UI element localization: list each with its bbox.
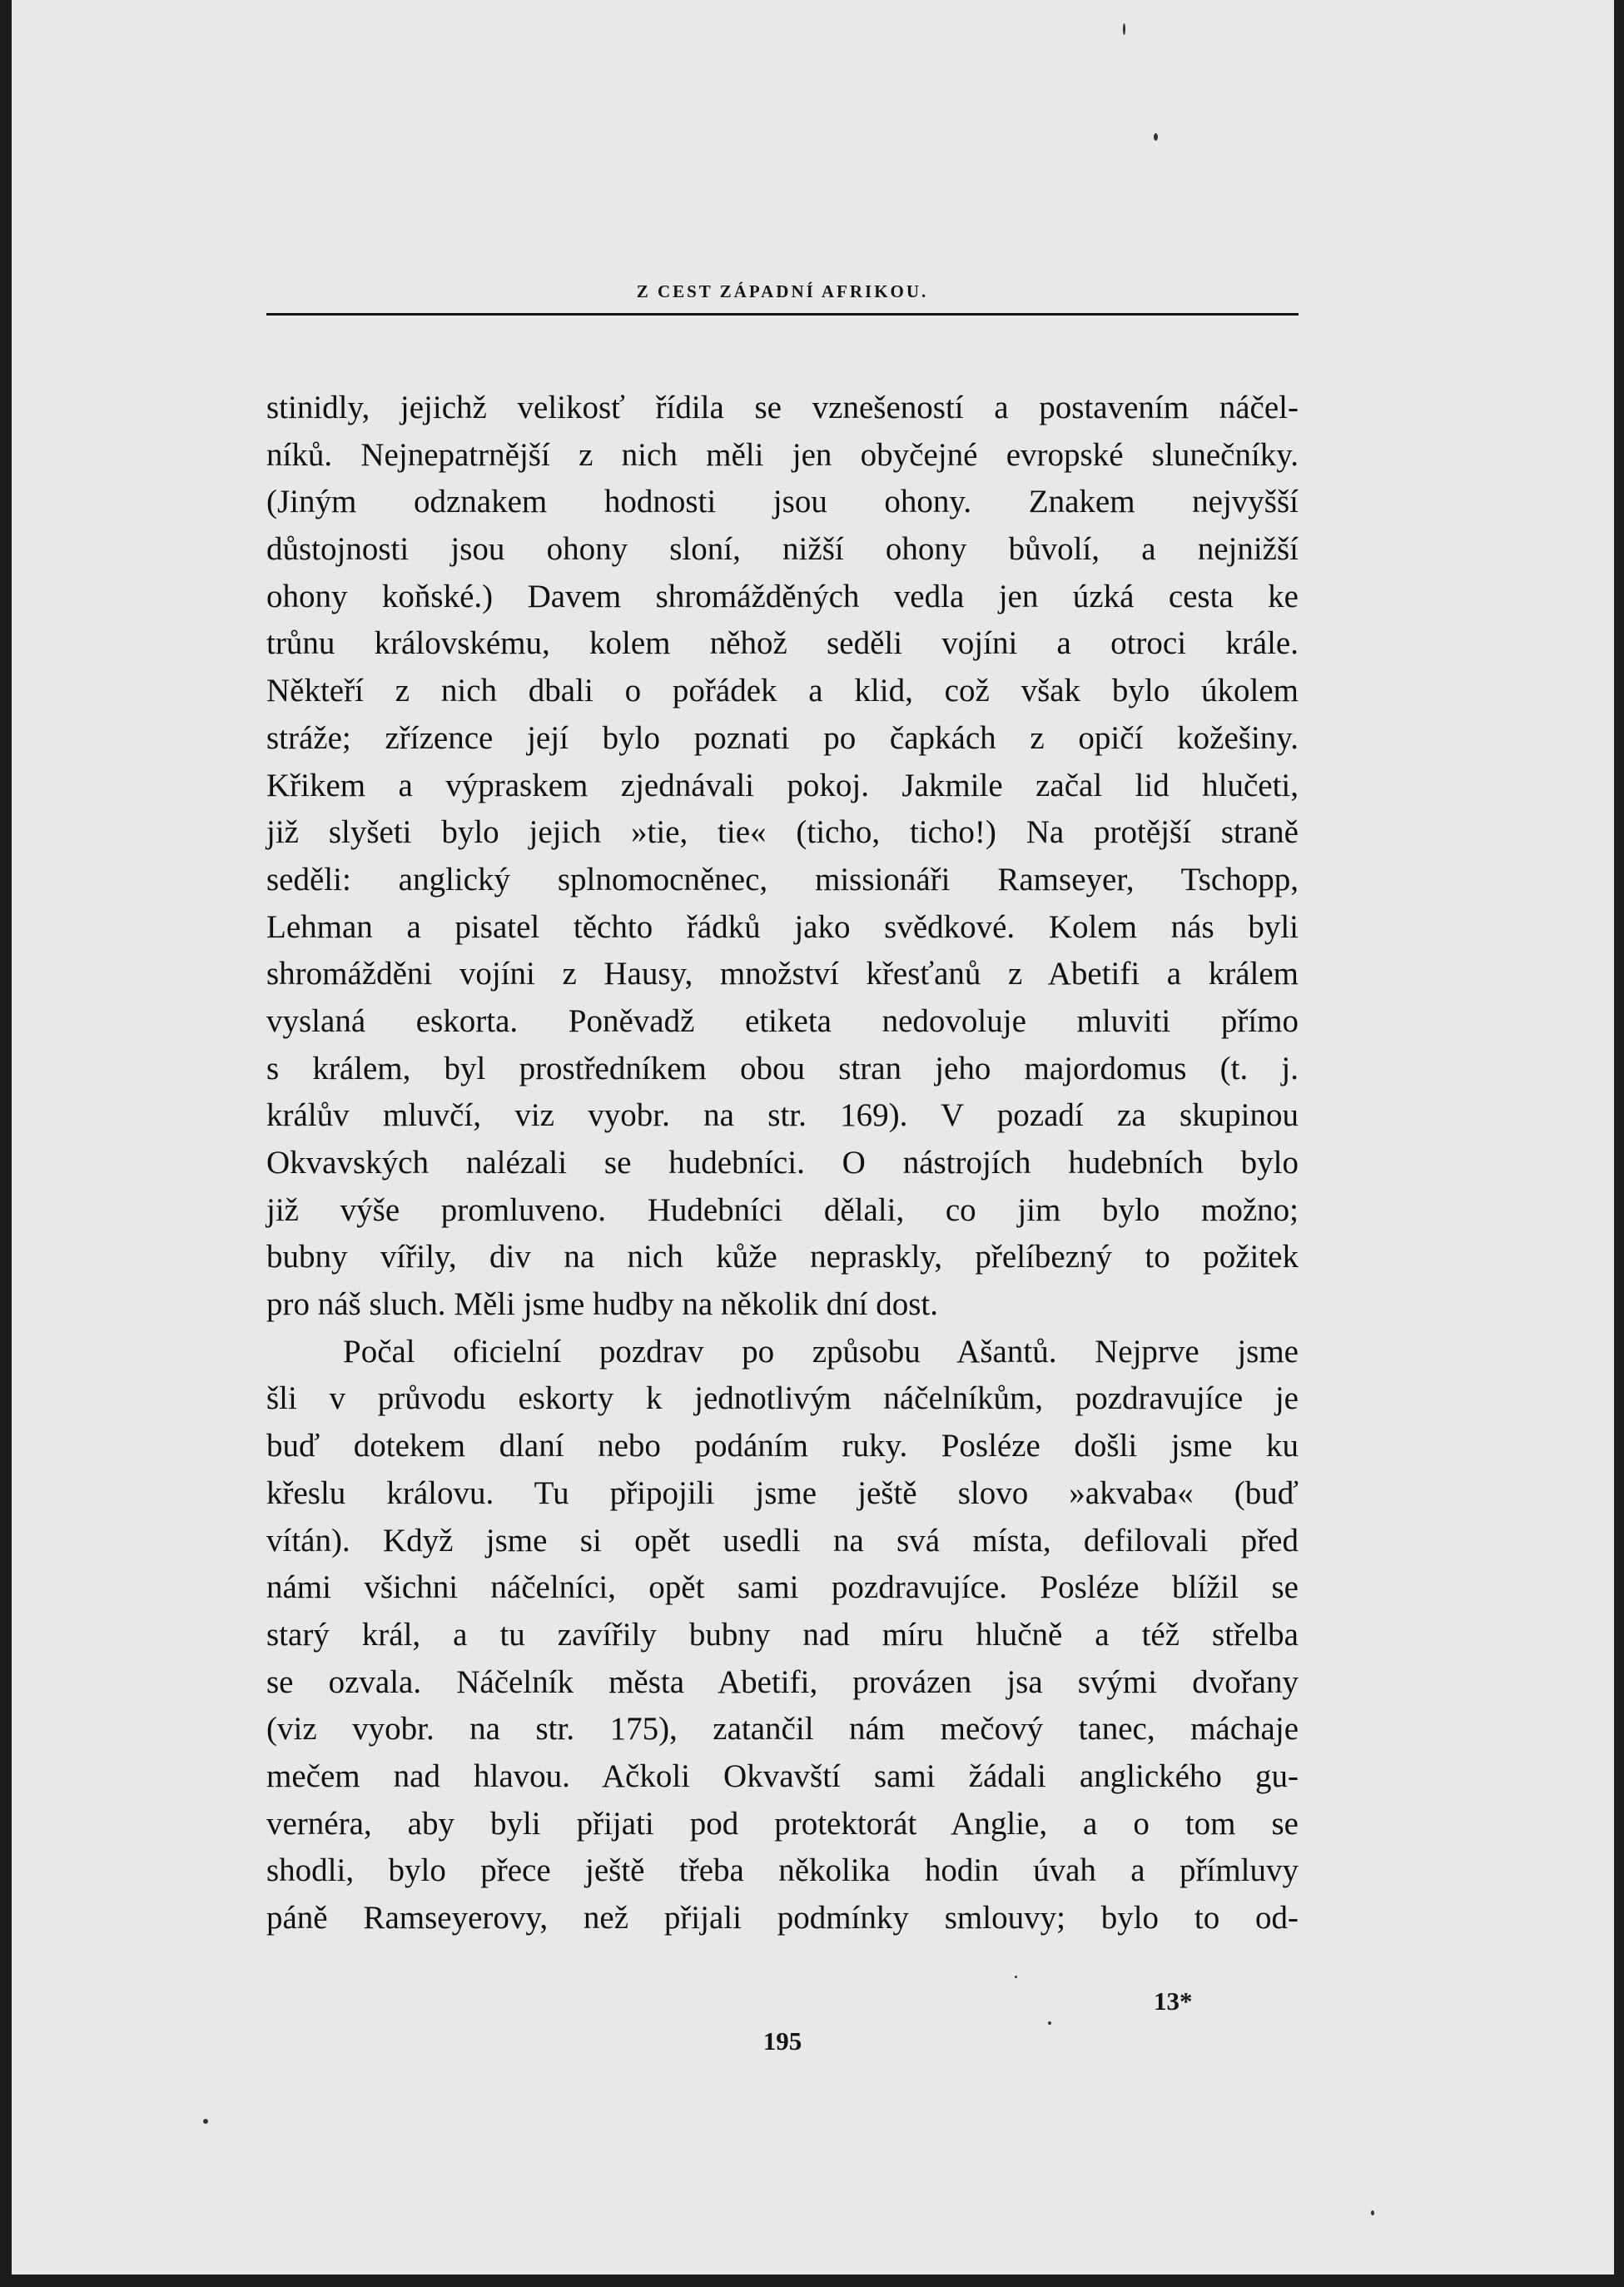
running-head: Z CEST ZÁPADNÍ AFRIKOU. [636, 281, 929, 301]
text-line: se ozvala. Náčelník města Abetifi, provázen jsa svými dvořany [266, 1663, 1299, 1700]
scan-speck [1154, 133, 1158, 141]
text-line: králův mluvčí, viz vyobr. na str. 169). V pozadí za skupinou [266, 1097, 1299, 1134]
text-line: již slyšeti bylo jejich »tie, tie« (ticho, ticho!) Na protější straně [266, 814, 1299, 851]
text-line: vernéra, aby byli přijati pod protektorát Anglie, a o tom se [266, 1805, 1299, 1842]
header-rule [266, 313, 1299, 316]
text-line: vítán). Když jsme si opět usedli na svá místa, defilovali před [266, 1522, 1299, 1559]
text-line: páně Ramseyerovy, než přijali podmínky smlouvy; bylo to od- [266, 1900, 1299, 1936]
text-line: stinidly, jejichž velikosť řídila se vznešeností a postavením náčel- [266, 390, 1299, 425]
text-line: shodli, bylo přece ještě třeba několika hodin úvah a přímluvy [266, 1852, 1299, 1889]
scan-speck [1015, 1976, 1017, 1978]
book-page [12, 0, 1614, 2275]
text-line: ohony koňské.) Davem shromážděných vedla jen úzká cesta ke [266, 578, 1299, 614]
scan-speck [1048, 2021, 1051, 2025]
text-line: Okvavských nalézali se hudebníci. O nástrojích hudebních bylo [266, 1145, 1299, 1181]
text-line: seděli: anglický splnomocněnec, missionáři Ramseyer, Tschopp, [266, 861, 1299, 897]
text-line: Počal oficielní pozdrav po způsobu Ašantů. Nejprve jsme [343, 1333, 1299, 1370]
text-line: s králem, byl prostředníkem obou stran jeho majordomus (t. j. [266, 1050, 1299, 1086]
text-line: pro náš sluch. Měli jsme hudby na několik dní dost. [266, 1286, 939, 1323]
text-line: šli v průvodu eskorty k jednotlivým náčelníkům, pozdravujíce je [266, 1380, 1299, 1417]
text-line: Křikem a výpraskem zjednávali pokoj. Jakmile začal lid hlučeti, [266, 767, 1299, 803]
body-text [266, 385, 1299, 1942]
text-line: (Jiným odznakem hodnosti jsou ohony. Znakem nejvyšší [266, 484, 1299, 520]
text-line: stráže; zřízence její bylo poznati po čapkách z opičí kožešiny. [266, 719, 1299, 756]
text-line: křeslu královu. Tu připojili jsme ještě slovo »akvaba« (buď [266, 1474, 1299, 1511]
text-line: již výše promluveno. Hudebníci dělali, co jim bylo možno; [266, 1191, 1299, 1228]
text-line: Lehman a pisatel těchto řádků jako svědkové. Kolem nás byli [266, 908, 1299, 945]
text-line: starý král, a tu zavířily bubny nad míru hlučně a též střelba [266, 1616, 1299, 1653]
scan-speck [203, 2119, 208, 2124]
text-line: shromážděni vojíni z Hausy, množství křesťanů z Abetifi a králem [266, 956, 1299, 992]
page-number: 195 [762, 2026, 802, 2056]
paragraph-2 [266, 1329, 1299, 1942]
text-line: bubny vířily, div na nich kůže nepraskly, přelíbezný to požitek [266, 1239, 1299, 1275]
text-line: vyslaná eskorta. Poněvadž etiketa nedovoluje mluviti přímo [266, 1002, 1299, 1039]
text-line: trůnu královskému, kolem něhož seděli vojíni a otroci krále. [266, 625, 1299, 662]
signature-mark: 13* [1154, 1986, 1193, 2016]
text-line: níků. Nejnepatrnější z nich měli jen obyčejné evropské slunečníky. [266, 436, 1299, 473]
scan-speck [1123, 23, 1125, 35]
text-line: Někteří z nich dbali o pořádek a klid, což však bylo úkolem [266, 673, 1299, 709]
paragraph-1 [266, 385, 1299, 1329]
text-line: mečem nad hlavou. Ačkoli Okvavští sami žádali anglického gu- [266, 1758, 1299, 1794]
text-line: (viz vyobr. na str. 175), zatančil nám mečový tanec, máchaje [266, 1711, 1299, 1748]
text-line: námi všichni náčelníci, opět sami pozdravujíce. Posléze blížil se [266, 1569, 1299, 1606]
scan-speck [1371, 2210, 1374, 2215]
text-line: důstojnosti jsou ohony sloní, nižší ohony bůvolí, a nejnižší [266, 531, 1299, 568]
text-line: buď dotekem dlaní nebo podáním ruky. Posléze došli jsme ku [266, 1428, 1299, 1464]
